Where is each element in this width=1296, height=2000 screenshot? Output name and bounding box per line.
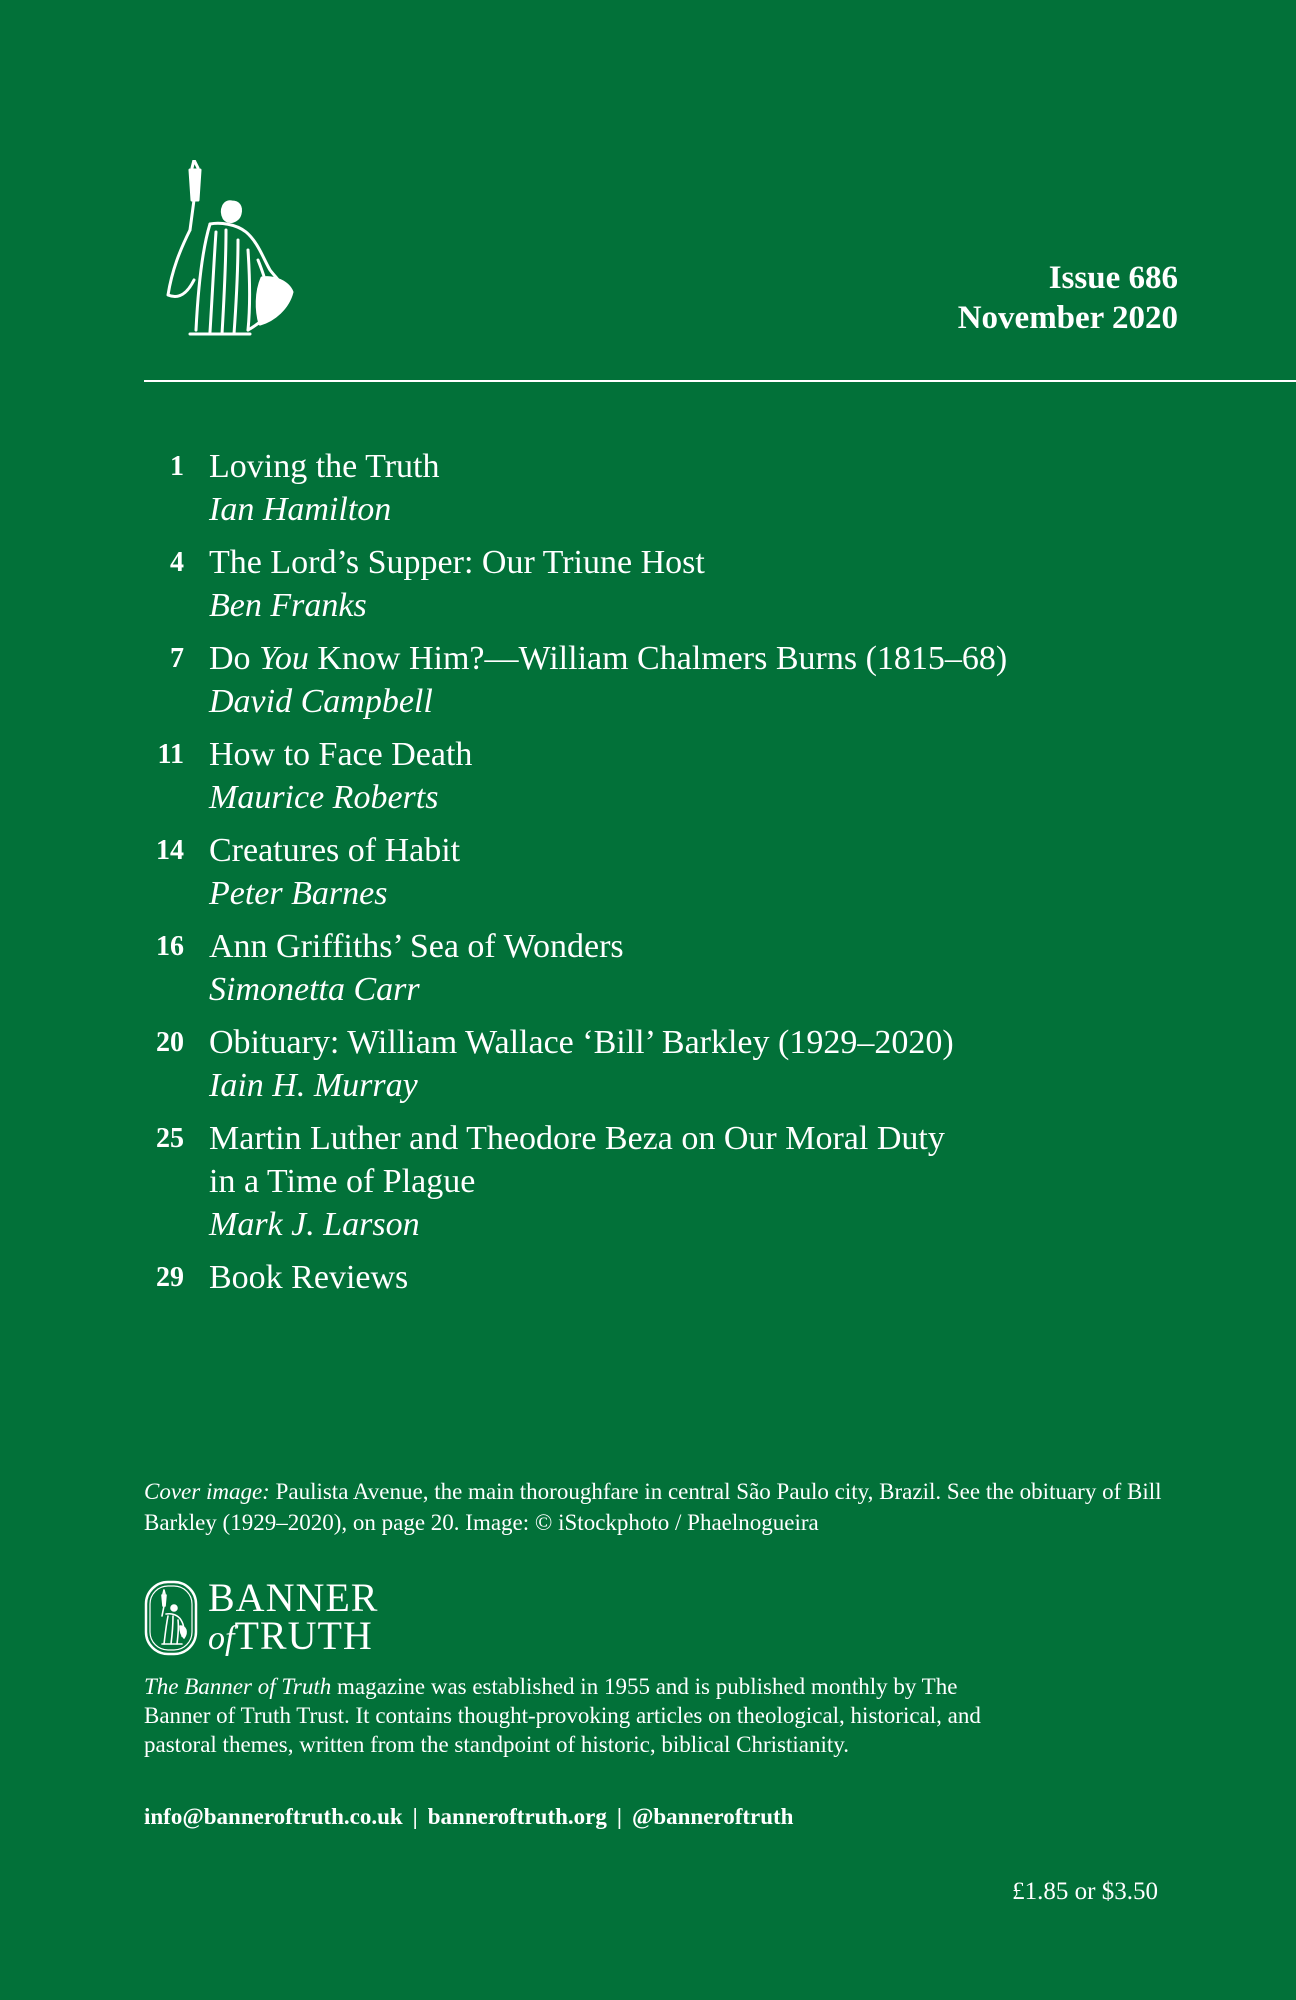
contact-links — [144, 1802, 793, 1832]
toc-author: Ben Franks — [209, 587, 367, 624]
toc-entry[interactable] — [144, 925, 1144, 1011]
magazine-description-text: magazine was established in 1955 and is published monthly by The Banner of Truth Trust. It contains thought-provoking articles on theological, historical, and pastoral themes, written from the standpoint of historic, biblical Christianity. — [144, 1674, 981, 1757]
standard-bearer-figure-icon — [150, 160, 300, 340]
toc-title-part: Know Him?—William Chalmers Burns (1815–68) — [308, 640, 1008, 677]
toc-title: Book Reviews — [209, 1259, 409, 1296]
cover-note-text: Paulista Avenue, the main thoroughfare in central São Paulo city, Brazil. See the obituary of Bill Barkley (1929–2020), on page 20. Image: © iStockphoto / Phaelnogueira — [144, 1479, 1162, 1535]
cover-image-note — [144, 1476, 1174, 1538]
toc-page-number: 16 — [156, 931, 184, 962]
toc-page-number: 14 — [156, 835, 184, 866]
toc-title — [209, 637, 1007, 680]
toc-author: David Campbell — [209, 683, 433, 720]
toc-title: The Lord’s Supper: Our Triune Host — [209, 544, 705, 581]
toc-entry[interactable] — [144, 541, 1144, 627]
banner-wordmark-of: of — [208, 1619, 235, 1657]
toc-entry[interactable] — [144, 1117, 1144, 1246]
toc-page-number: 11 — [157, 739, 184, 770]
toc-author: Peter Barnes — [209, 875, 388, 912]
toc-entry[interactable] — [144, 733, 1144, 819]
social-handle-link[interactable]: @banneroftruth — [631, 1804, 794, 1829]
toc-entry[interactable] — [144, 1021, 1144, 1107]
toc-title: Obituary: William Wallace ‘Bill’ Barkley (1929–2020) — [209, 1024, 954, 1061]
banner-figure-icon — [144, 1580, 198, 1656]
contact-separator: | — [412, 1804, 418, 1829]
toc-page-number: 20 — [156, 1027, 184, 1058]
toc-page-number: 7 — [170, 643, 184, 674]
issue-date: November 2020 — [957, 300, 1178, 336]
toc-entry[interactable] — [144, 829, 1144, 915]
issue-info — [958, 258, 1178, 338]
banner-wordmark-truth: TRUTH — [234, 1612, 373, 1658]
toc-entry[interactable] — [144, 637, 1144, 723]
banner-of-truth-logo — [144, 1574, 379, 1658]
toc-title: Loving the Truth — [209, 448, 440, 485]
toc-author: Iain H. Murray — [209, 1067, 418, 1104]
toc-title: How to Face Death — [209, 736, 473, 773]
toc-page-number: 4 — [170, 547, 184, 578]
toc-author: Ian Hamilton — [209, 491, 392, 528]
header-divider — [144, 380, 1296, 382]
issue-number: Issue 686 — [1048, 260, 1178, 296]
website-link[interactable]: banneroftruth.org — [427, 1804, 607, 1829]
magazine-description — [144, 1672, 1024, 1759]
toc-author: Maurice Roberts — [209, 779, 439, 816]
toc-title-part: Do — [209, 640, 260, 677]
banner-wordmark-line2 — [208, 1612, 378, 1658]
price: £1.85 or $3.50 — [1012, 1878, 1158, 1905]
toc-title: Martin Luther and Theodore Beza on Our Moral Duty — [209, 1120, 945, 1157]
toc-author: Mark J. Larson — [209, 1206, 420, 1243]
magazine-name: The Banner of Truth — [144, 1674, 332, 1699]
toc-page-number: 25 — [156, 1123, 184, 1154]
contact-separator: | — [616, 1804, 622, 1829]
toc-title-continued: in a Time of Plague — [209, 1163, 476, 1200]
toc-title: Ann Griffiths’ Sea of Wonders — [209, 928, 624, 965]
toc-entry[interactable] — [144, 1256, 1144, 1300]
toc-page-number: 29 — [156, 1262, 184, 1293]
toc-entry[interactable] — [144, 445, 1144, 531]
toc-author: Simonetta Carr — [209, 971, 420, 1008]
toc-title-emphasis: You — [259, 640, 309, 677]
toc-page-number: 1 — [170, 451, 184, 482]
toc-title: Creatures of Habit — [209, 832, 461, 869]
cover-note-label: Cover image: — [144, 1479, 270, 1504]
table-of-contents — [144, 445, 1144, 1310]
banner-wordmark-line1: BANNER — [208, 1574, 379, 1620]
email-link[interactable]: info@banneroftruth.co.uk — [144, 1804, 403, 1829]
